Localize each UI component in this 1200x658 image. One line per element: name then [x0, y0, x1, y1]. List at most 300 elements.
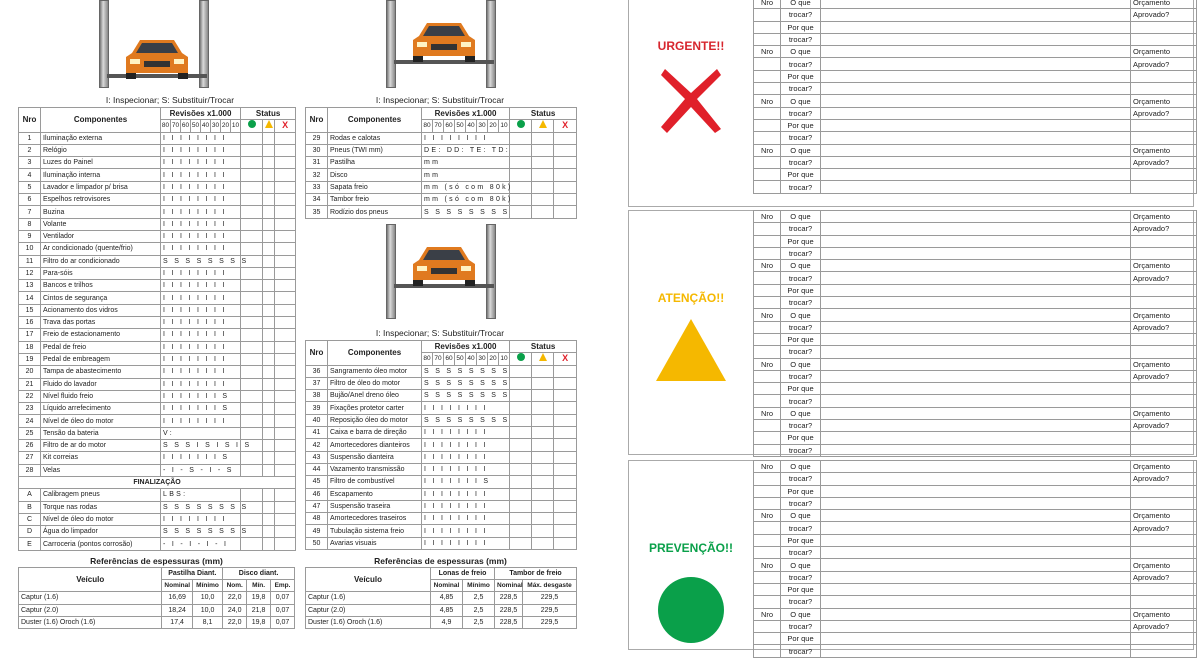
status-cell[interactable]: [241, 280, 263, 292]
status-cell[interactable]: [275, 267, 296, 279]
status-cell[interactable]: [554, 414, 577, 426]
budget-input[interactable]: [821, 485, 1131, 497]
budget-input[interactable]: [821, 9, 1131, 21]
status-cell[interactable]: [510, 537, 532, 549]
budget-input[interactable]: [821, 559, 1131, 571]
status-cell[interactable]: [510, 377, 532, 389]
status-cell[interactable]: [241, 218, 263, 230]
status-cell[interactable]: [554, 451, 577, 463]
budget-label: trocar?: [781, 497, 821, 509]
status-cell[interactable]: [532, 427, 554, 439]
status-cell[interactable]: [275, 378, 296, 390]
status-cell[interactable]: [241, 206, 263, 218]
budget-input[interactable]: [821, 534, 1131, 546]
budget-empty[interactable]: [1131, 485, 1197, 497]
budget-empty[interactable]: [1131, 534, 1197, 546]
status-cell[interactable]: [263, 464, 275, 476]
status-cell[interactable]: [532, 390, 554, 402]
status-cell[interactable]: [241, 317, 263, 329]
status-cell[interactable]: [275, 501, 296, 513]
status-cell[interactable]: [241, 513, 263, 525]
status-cell[interactable]: [241, 194, 263, 206]
status-cell[interactable]: [241, 144, 263, 156]
status-cell[interactable]: [554, 402, 577, 414]
budget-input[interactable]: [821, 132, 1131, 144]
col-nro: Nro: [306, 108, 328, 133]
status-cell[interactable]: [554, 463, 577, 475]
status-cell[interactable]: [241, 452, 263, 464]
budget-input[interactable]: [821, 522, 1131, 534]
component-name: Espelhos retrovisores: [41, 194, 161, 206]
status-cell[interactable]: [263, 538, 275, 550]
checklist-table-2: [305, 107, 577, 219]
status-cell[interactable]: [554, 132, 577, 144]
status-cell[interactable]: [275, 230, 296, 242]
ref-row: [306, 604, 577, 616]
red-x-icon: X: [562, 352, 569, 363]
budget-input[interactable]: [821, 473, 1131, 485]
revision-marks: I I I I I I I S: [161, 403, 241, 415]
revision-marks: mm: [422, 169, 510, 181]
status-cell[interactable]: [263, 230, 275, 242]
budget-empty[interactable]: [1131, 497, 1197, 509]
budget-input[interactable]: [821, 333, 1131, 345]
status-cell[interactable]: [275, 132, 296, 144]
status-cell[interactable]: [554, 365, 577, 377]
budget-empty[interactable]: [1131, 235, 1197, 247]
status-cell[interactable]: [263, 243, 275, 255]
budget-empty[interactable]: [1131, 583, 1197, 595]
status-cell[interactable]: [510, 181, 532, 193]
ref-value: 22,0: [223, 616, 247, 628]
status-cell[interactable]: [510, 451, 532, 463]
budget-label: trocar?: [781, 346, 821, 358]
budget-input[interactable]: [821, 169, 1131, 181]
red-x-icon: [659, 65, 723, 135]
status-cell[interactable]: [263, 206, 275, 218]
budget-input[interactable]: [821, 309, 1131, 321]
status-cell[interactable]: [241, 230, 263, 242]
budget-input[interactable]: [821, 46, 1131, 58]
budget-input[interactable]: [821, 235, 1131, 247]
budget-input[interactable]: [821, 156, 1131, 168]
budget-input[interactable]: [821, 297, 1131, 309]
budget-input[interactable]: [821, 547, 1131, 559]
budget-input[interactable]: [821, 571, 1131, 583]
budget-empty[interactable]: [1131, 432, 1197, 444]
budget-empty[interactable]: [1131, 132, 1197, 144]
budget-empty[interactable]: [1131, 444, 1197, 456]
status-cell[interactable]: [510, 513, 532, 525]
status-cell[interactable]: [554, 439, 577, 451]
budget-empty[interactable]: [1131, 333, 1197, 345]
status-cell[interactable]: [275, 304, 296, 316]
status-cell[interactable]: [510, 414, 532, 426]
lift-illustration-2: [382, 0, 507, 90]
row-number: 11: [19, 255, 41, 267]
budget-input[interactable]: [821, 144, 1131, 156]
status-cell[interactable]: [263, 304, 275, 316]
budget-input[interactable]: [821, 608, 1131, 620]
revision-marks: I I I I I I I I: [161, 317, 241, 329]
status-cell[interactable]: [275, 329, 296, 341]
status-cell[interactable]: [554, 377, 577, 389]
status-cell[interactable]: [241, 267, 263, 279]
budget-empty[interactable]: [1131, 70, 1197, 82]
budget-input[interactable]: [821, 420, 1131, 432]
budget-input[interactable]: [821, 211, 1131, 223]
budget-empty[interactable]: [1131, 284, 1197, 296]
status-cell[interactable]: [532, 488, 554, 500]
status-cell[interactable]: [263, 427, 275, 439]
status-cell[interactable]: [275, 464, 296, 476]
budget-input[interactable]: [821, 272, 1131, 284]
status-cell[interactable]: [510, 525, 532, 537]
status-cell[interactable]: [532, 463, 554, 475]
status-cell[interactable]: [263, 255, 275, 267]
status-cell[interactable]: [263, 292, 275, 304]
budget-empty[interactable]: [1131, 33, 1197, 45]
status-cell[interactable]: [263, 329, 275, 341]
status-cell[interactable]: [263, 341, 275, 353]
revision-marks: I I I I I I I I: [161, 292, 241, 304]
status-cell[interactable]: [241, 243, 263, 255]
status-cell[interactable]: [275, 390, 296, 402]
status-cell[interactable]: [510, 427, 532, 439]
budget-input[interactable]: [821, 0, 1131, 9]
budget-empty[interactable]: [1131, 383, 1197, 395]
status-cell[interactable]: [263, 267, 275, 279]
status-cell[interactable]: [510, 144, 532, 156]
status-cell[interactable]: [532, 206, 554, 218]
status-cell[interactable]: [263, 403, 275, 415]
status-cell[interactable]: [554, 206, 577, 218]
status-cell[interactable]: [510, 169, 532, 181]
table-row: [19, 464, 296, 476]
status-cell[interactable]: [532, 181, 554, 193]
budget-empty[interactable]: [1131, 645, 1197, 657]
status-cell[interactable]: [554, 427, 577, 439]
revision-marks: I I I I I I I I: [422, 451, 510, 463]
status-cell[interactable]: [275, 218, 296, 230]
status-cell[interactable]: [532, 402, 554, 414]
status-cell[interactable]: [241, 353, 263, 365]
component-name: Sangramento óleo motor: [328, 365, 422, 377]
status-cell[interactable]: [510, 439, 532, 451]
budget-approval: Aprovado?: [1131, 58, 1197, 70]
status-cell[interactable]: [263, 366, 275, 378]
budget-row: [754, 70, 1197, 82]
status-cell[interactable]: [241, 390, 263, 402]
status-cell[interactable]: [263, 194, 275, 206]
revision-marks: I I I I I I I I: [422, 525, 510, 537]
status-cell[interactable]: [275, 280, 296, 292]
status-cell[interactable]: [275, 292, 296, 304]
status-cell[interactable]: [275, 489, 296, 501]
km-header: 50: [455, 353, 466, 365]
component-name: Bancos e trilhos: [41, 280, 161, 292]
km-header: 80: [422, 353, 433, 365]
budget-row: [754, 620, 1197, 632]
status-cell[interactable]: [510, 365, 532, 377]
ref-value: 2,5: [463, 604, 495, 616]
budget-empty[interactable]: [1131, 181, 1197, 193]
status-cell[interactable]: [554, 488, 577, 500]
budget-empty: [754, 333, 781, 345]
status-cell[interactable]: [263, 513, 275, 525]
status-cell[interactable]: [275, 206, 296, 218]
status-cell[interactable]: [241, 378, 263, 390]
budget-input[interactable]: [821, 284, 1131, 296]
status-cell[interactable]: [554, 537, 577, 549]
component-name: Filtro de ar do motor: [41, 440, 161, 452]
revision-marks: I I I I I I I S: [422, 476, 510, 488]
status-cell[interactable]: [241, 157, 263, 169]
budget-input[interactable]: [821, 444, 1131, 456]
status-cell[interactable]: [241, 169, 263, 181]
status-cell[interactable]: [275, 366, 296, 378]
status-cell[interactable]: [263, 181, 275, 193]
status-cell[interactable]: [532, 476, 554, 488]
status-cell[interactable]: [532, 525, 554, 537]
budget-label: trocar?: [781, 247, 821, 259]
status-cell[interactable]: [532, 132, 554, 144]
table-row: [19, 292, 296, 304]
budget-input[interactable]: [821, 395, 1131, 407]
status-cell[interactable]: [263, 452, 275, 464]
status-cell[interactable]: [275, 452, 296, 464]
status-cell[interactable]: [554, 476, 577, 488]
status-cell[interactable]: [275, 427, 296, 439]
status-cell[interactable]: [532, 500, 554, 512]
component-name: Reposição óleo do motor: [328, 414, 422, 426]
status-cell[interactable]: [532, 169, 554, 181]
budget-empty[interactable]: [1131, 346, 1197, 358]
status-cell[interactable]: [532, 194, 554, 206]
budget-input[interactable]: [821, 346, 1131, 358]
status-cell[interactable]: [263, 169, 275, 181]
budget-input[interactable]: [821, 58, 1131, 70]
status-cell[interactable]: [263, 378, 275, 390]
status-cell[interactable]: [263, 317, 275, 329]
component-name: Nível de óleo do motor: [41, 513, 161, 525]
budget-input[interactable]: [821, 596, 1131, 608]
status-cell[interactable]: [263, 157, 275, 169]
budget-empty: [754, 235, 781, 247]
budget-input[interactable]: [821, 223, 1131, 235]
status-cell[interactable]: [241, 366, 263, 378]
budget-empty[interactable]: [1131, 21, 1197, 33]
budget-empty[interactable]: [1131, 596, 1197, 608]
status-cell[interactable]: [554, 181, 577, 193]
status-cell[interactable]: [263, 132, 275, 144]
status-cell[interactable]: [275, 538, 296, 550]
km-header: 20: [488, 120, 499, 132]
reference-table-2: [305, 567, 577, 629]
budget-empty[interactable]: [1131, 83, 1197, 95]
status-cell[interactable]: [510, 132, 532, 144]
status-cell[interactable]: [532, 157, 554, 169]
status-cell[interactable]: [263, 353, 275, 365]
row-number: 42: [306, 439, 328, 451]
budget-input[interactable]: [821, 583, 1131, 595]
status-cell[interactable]: [532, 513, 554, 525]
row-number: 18: [19, 341, 41, 353]
ref-col-header: Máx. desgaste: [523, 580, 577, 592]
status-cell[interactable]: [275, 157, 296, 169]
budget-input[interactable]: [821, 633, 1131, 645]
status-cell[interactable]: [241, 341, 263, 353]
budget-input[interactable]: [821, 358, 1131, 370]
status-cell[interactable]: [275, 255, 296, 267]
status-cell[interactable]: [510, 476, 532, 488]
budget-nro: Nro: [754, 309, 781, 321]
status-cell[interactable]: [263, 501, 275, 513]
status-cell[interactable]: [510, 206, 532, 218]
status-cell[interactable]: [275, 169, 296, 181]
budget-input[interactable]: [821, 33, 1131, 45]
ref-value: 228,5: [495, 616, 523, 628]
budget-nro: Nro: [754, 260, 781, 272]
green-dot-icon: [517, 353, 525, 361]
status-cell[interactable]: [275, 403, 296, 415]
budget-input[interactable]: [821, 461, 1131, 473]
status-cell[interactable]: [241, 292, 263, 304]
budget-input[interactable]: [821, 107, 1131, 119]
budget-input[interactable]: [821, 95, 1131, 107]
row-number: 50: [306, 537, 328, 549]
status-cell[interactable]: [275, 317, 296, 329]
budget-empty[interactable]: [1131, 247, 1197, 259]
status-cell[interactable]: [554, 144, 577, 156]
status-cell[interactable]: [241, 415, 263, 427]
status-cell[interactable]: [554, 194, 577, 206]
budget-input[interactable]: [821, 247, 1131, 259]
status-cell[interactable]: [241, 329, 263, 341]
status-cell[interactable]: [510, 157, 532, 169]
budget-empty[interactable]: [1131, 547, 1197, 559]
status-cell[interactable]: [510, 390, 532, 402]
status-cell[interactable]: [510, 500, 532, 512]
status-cell[interactable]: [263, 526, 275, 538]
col-revisoes: Revisões x1.000: [422, 108, 510, 120]
budget-empty[interactable]: [1131, 169, 1197, 181]
budget-input[interactable]: [821, 407, 1131, 419]
budget-input[interactable]: [821, 510, 1131, 522]
budget-input[interactable]: [821, 321, 1131, 333]
status-cell[interactable]: [241, 132, 263, 144]
status-cell[interactable]: [510, 402, 532, 414]
status-cell[interactable]: [554, 500, 577, 512]
status-cell[interactable]: [532, 537, 554, 549]
budget-input[interactable]: [821, 645, 1131, 657]
budget-empty[interactable]: [1131, 297, 1197, 309]
row-number: 44: [306, 463, 328, 475]
status-cell[interactable]: [532, 451, 554, 463]
status-cell[interactable]: [275, 415, 296, 427]
component-name: Vazamento transmissão: [328, 463, 422, 475]
component-name: Para-sóis: [41, 267, 161, 279]
status-cell[interactable]: [510, 463, 532, 475]
budget-input[interactable]: [821, 21, 1131, 33]
budget-approval: Aprovado?: [1131, 223, 1197, 235]
budget-input[interactable]: [821, 432, 1131, 444]
status-cell[interactable]: [275, 341, 296, 353]
budget-nro: Nro: [754, 211, 781, 223]
status-cell[interactable]: [275, 181, 296, 193]
budget-approval: Orçamento: [1131, 144, 1197, 156]
budget-input[interactable]: [821, 181, 1131, 193]
status-cell[interactable]: [263, 218, 275, 230]
status-cell[interactable]: [554, 390, 577, 402]
status-cell[interactable]: [275, 353, 296, 365]
budget-label: trocar?: [781, 297, 821, 309]
status-cell[interactable]: [554, 513, 577, 525]
budget-input[interactable]: [821, 383, 1131, 395]
budget-input[interactable]: [821, 370, 1131, 382]
status-cell[interactable]: [554, 169, 577, 181]
status-cell[interactable]: [241, 403, 263, 415]
budget-input[interactable]: [821, 119, 1131, 131]
col-nro: Nro: [306, 341, 328, 366]
budget-empty[interactable]: [1131, 395, 1197, 407]
status-cell[interactable]: [532, 439, 554, 451]
status-cell[interactable]: [275, 526, 296, 538]
budget-input[interactable]: [821, 620, 1131, 632]
budget-empty[interactable]: [1131, 633, 1197, 645]
budget-input[interactable]: [821, 83, 1131, 95]
row-number: 34: [306, 194, 328, 206]
status-cell[interactable]: [532, 414, 554, 426]
status-cell[interactable]: [263, 440, 275, 452]
budget-input[interactable]: [821, 497, 1131, 509]
status-cell[interactable]: [554, 525, 577, 537]
status-cell[interactable]: [510, 488, 532, 500]
status-cell[interactable]: [241, 427, 263, 439]
status-cell[interactable]: [275, 243, 296, 255]
status-cell[interactable]: [263, 489, 275, 501]
status-cell[interactable]: [532, 144, 554, 156]
status-cell[interactable]: [263, 390, 275, 402]
budget-label: trocar?: [781, 547, 821, 559]
budget-input[interactable]: [821, 70, 1131, 82]
status-cell[interactable]: [241, 538, 263, 550]
status-cell[interactable]: [241, 181, 263, 193]
status-cell[interactable]: [275, 144, 296, 156]
budget-row: [754, 485, 1197, 497]
status-cell[interactable]: [241, 464, 263, 476]
budget-input[interactable]: [821, 260, 1131, 272]
status-cell[interactable]: [241, 489, 263, 501]
status-cell[interactable]: [532, 365, 554, 377]
budget-approval: Aprovado?: [1131, 9, 1197, 21]
status-cell[interactable]: [532, 377, 554, 389]
ref-value: 0,07: [271, 616, 295, 628]
budget-empty[interactable]: [1131, 119, 1197, 131]
status-cell[interactable]: [263, 415, 275, 427]
budget-row: [754, 333, 1197, 345]
component-name: Iluminação interna: [41, 169, 161, 181]
status-cell[interactable]: [263, 280, 275, 292]
status-cell[interactable]: [241, 304, 263, 316]
status-cell[interactable]: [275, 513, 296, 525]
status-cell[interactable]: [275, 194, 296, 206]
table-row: [19, 427, 296, 439]
status-cell[interactable]: [263, 144, 275, 156]
status-cell[interactable]: [510, 194, 532, 206]
status-cell[interactable]: [554, 157, 577, 169]
status-cell[interactable]: [275, 440, 296, 452]
